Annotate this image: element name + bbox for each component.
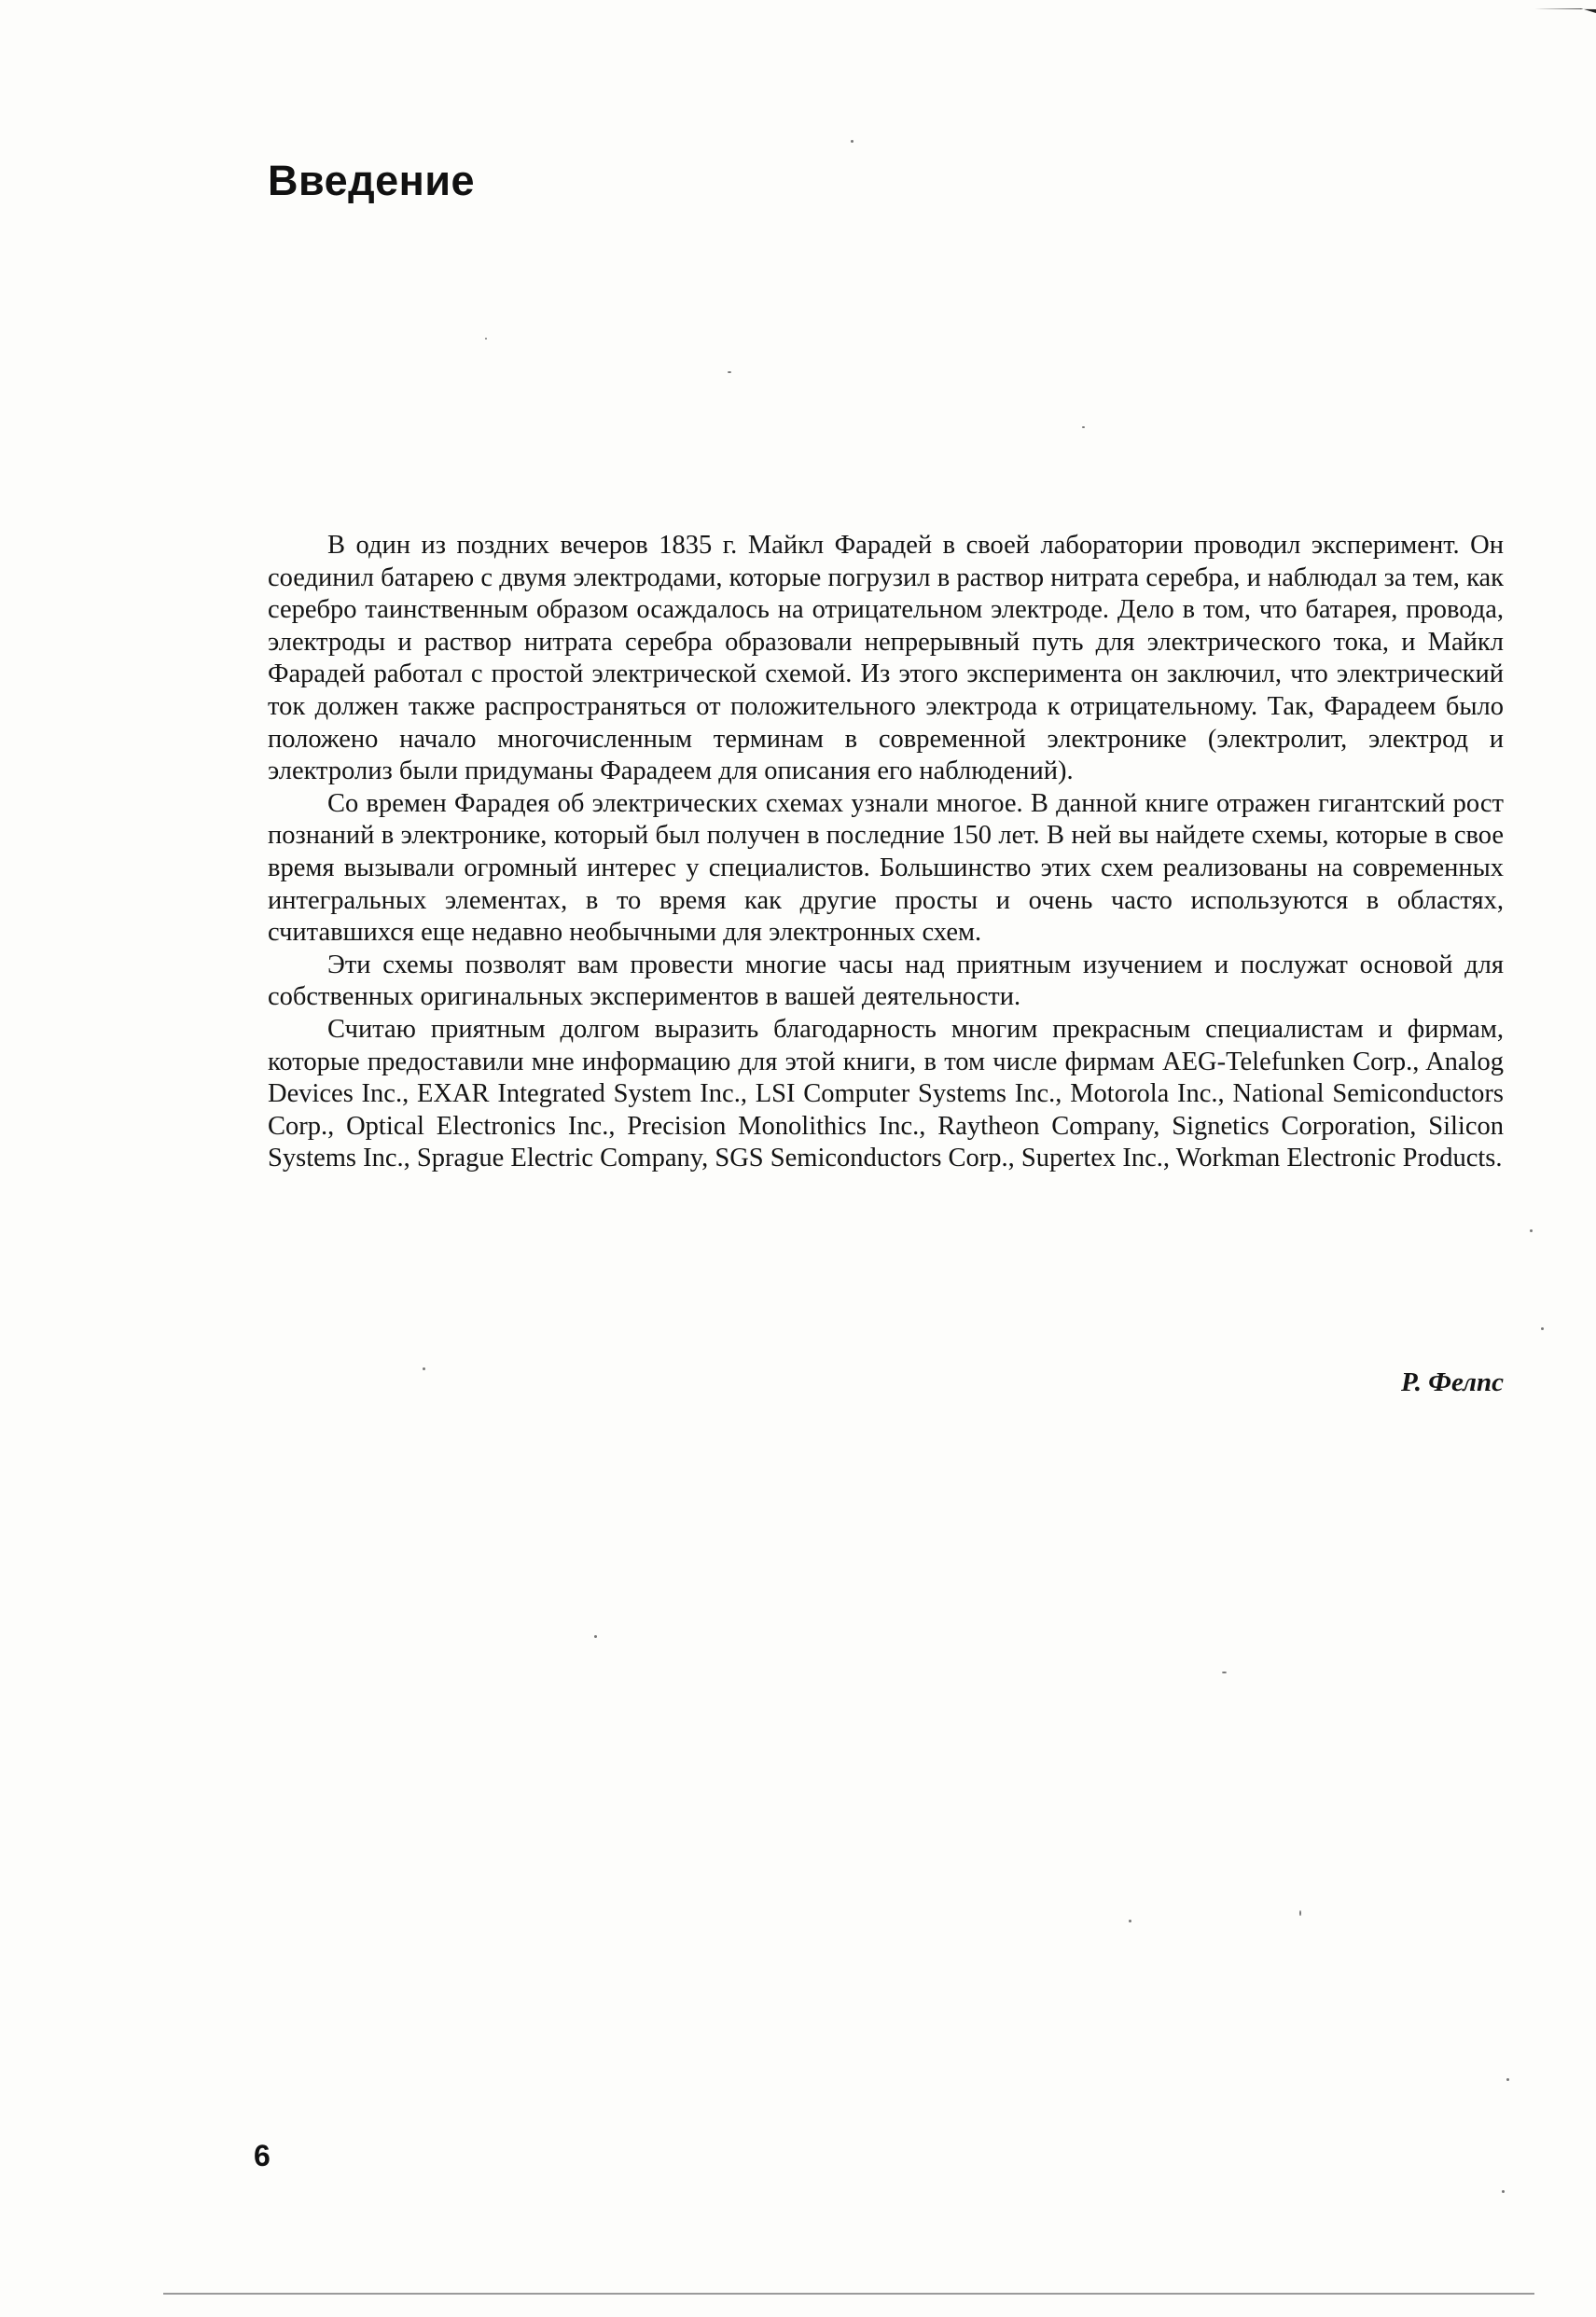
bottom-rule (163, 2293, 1534, 2295)
paragraph-faraday-experiment: В один из поздних вечеров 1835 г. Майкл Фарадей в своей лаборатории проводил эксперимент. Он соединил батарею с двумя электродами, которые погрузил в раствор нитрата серебра, и наблюдал за тем, как серебро таинственным образом осаждалось на отрицательном электроде. Дело в том, что батарея, провода, электроды и раствор нитрата серебра образовали непрерывный путь для электрического тока, и Майкл Фарадей работал с простой электрической схемой. Из этого эксперимента он заключил, что электрический ток должен также распространяться от положительного электрода к отрицательному. Так, Фарадеем было положено начало многочисленным терминам в современной электронике (электролит, электрод и электролиз были придуманы Фарадеем для описания его наблюдений). (268, 531, 1504, 786)
scan-speck (423, 1367, 425, 1370)
scan-speck (1541, 1327, 1544, 1330)
scan-speck (485, 338, 487, 340)
page-number: 6 (254, 2139, 271, 2172)
body-text (268, 530, 1504, 1175)
chapter-title: Введение (268, 157, 476, 204)
author-signature: Р. Фелпс (1401, 1367, 1504, 1397)
scan-speck (1502, 2190, 1505, 2193)
scan-speck (1082, 426, 1085, 428)
scan-speck (728, 371, 731, 373)
scan-speck (1299, 1910, 1301, 1916)
scan-speck (1530, 1229, 1533, 1232)
scan-speck (1506, 2078, 1509, 2081)
scan-speck (1222, 1672, 1227, 1673)
paragraph-reader-benefit: Эти схемы позволят вам провести многие часы над приятным изучением и послужат основой для собственных оригинальных экспериментов в вашей деятельности. (268, 950, 1504, 1012)
paragraph-book-content: Со времен Фарадея об электрических схемах узнали многое. В данной книге отражен гигантский рост познаний в электронике, который был получен в последние 150 лет. В ней вы найдете схемы, которые в свое время вызывали огромный интерес у специалистов. Большинство этих схем реализованы на современных интегральных элементах, в то время как другие просты и очень часто используются в областях, считавшихся еще недавно необычными для электронных схем. (268, 788, 1504, 948)
scan-speck (594, 1635, 597, 1638)
scan-corner-mark (1534, 7, 1596, 13)
scan-speck (1129, 1920, 1131, 1922)
paragraph-acknowledgements: Считаю приятным долгом выразить благодарность многим прекрасным специалистам и фирмам, которые предоставили мне информацию для этой книги, в том числе фирмам AEG-Telefunken Corp., Analog Devices Inc., EXAR Integrated System Inc., LSI Computer Systems Inc., Motorola Inc., National Semiconductors Corp., Optical Electronics Inc., Precision Monolithics Inc., Raytheon Company, Signetics Corporation, Silicon Systems Inc., Sprague Electric Company, SGS Semiconductors Corp., Supertex Inc., Workman Electronic Products. (268, 1014, 1504, 1173)
scan-speck (851, 140, 854, 143)
